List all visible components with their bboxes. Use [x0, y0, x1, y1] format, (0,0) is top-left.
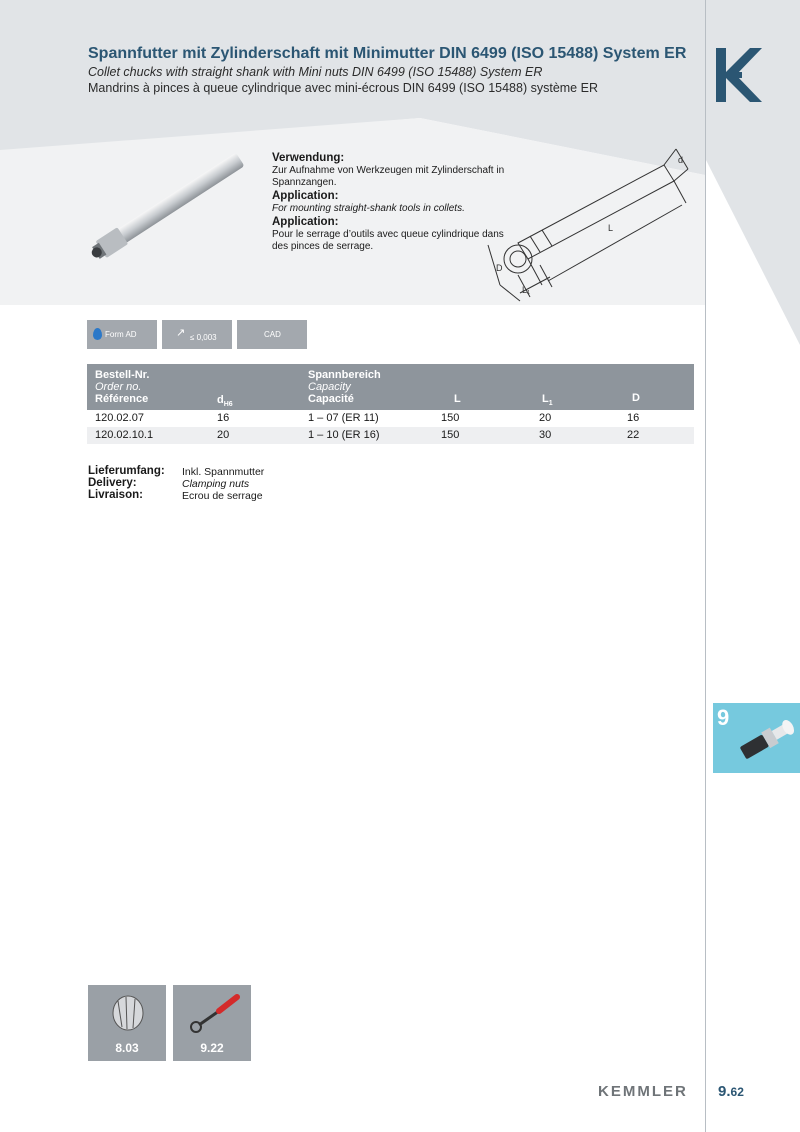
header-d: $d_{H6}$ — [217, 394, 233, 409]
title-french: Mandrins à pinces à queue cylindrique avec mini-écrous DIN 6499 (ISO 15488) système ER — [88, 81, 598, 95]
technical-drawing — [478, 135, 704, 315]
cell-capacity: 1 – 07 (ER 11) — [308, 412, 379, 424]
delivery-value-de: Inkl. Spannmutter — [182, 466, 265, 478]
cell-d: 20 — [217, 429, 230, 441]
page-number-sub: 62 — [730, 1085, 744, 1099]
delivery-label-de: Lieferumfang: — [88, 465, 165, 477]
page-number: 9.62 — [718, 1083, 744, 1100]
header-order-de: Bestell-Nr. — [95, 369, 150, 381]
cell-L1: 30 — [539, 429, 552, 441]
runout-box — [162, 320, 232, 349]
cell-capacity: 1 – 10 (ER 16) — [308, 429, 380, 441]
header-L1-subscript: 1 — [548, 400, 553, 408]
form-ad-label: Form AD — [105, 330, 137, 339]
dim-label-L1: L₁ — [522, 285, 531, 295]
kemmler-k-logo-icon — [716, 48, 762, 102]
cell-D: 22 — [627, 429, 640, 441]
usage-label-de: Verwendung: — [272, 152, 345, 164]
usage-label-en: Application: — [272, 190, 339, 202]
product-table — [87, 364, 694, 444]
table-row — [87, 427, 694, 444]
runout-arrow-icon: ↗ — [176, 327, 186, 339]
header-capacity-fr: Capacité — [308, 393, 354, 405]
delivery-value-en: Clamping nuts — [182, 478, 250, 490]
coolant-drop-icon — [93, 328, 102, 340]
cell-L1: 20 — [539, 412, 552, 424]
title-german: Spannfutter mit Zylinderschaft mit Minimutter DIN 6499 (ISO 15488) System ER — [88, 45, 687, 62]
delivery-label-fr: Livraison: — [88, 489, 143, 501]
usage-text-en: For mounting straight-shank tools in collets. — [272, 203, 465, 214]
cell-d: 16 — [217, 412, 230, 424]
runout-value: ≤ 0,003 — [190, 333, 217, 342]
header-capacity-de: Spannbereich — [308, 369, 381, 381]
section-tab[interactable] — [713, 703, 800, 773]
reference-thumbnail[interactable] — [88, 985, 166, 1061]
title-english: Collet chucks with straight shank with Mini nuts DIN 6499 (ISO 15488) System ER — [88, 65, 543, 79]
usage-label-fr: Application: — [272, 216, 339, 228]
brand-name: KEMMLER — [598, 1083, 688, 1100]
header-order-en: Order no. — [95, 381, 142, 393]
collet-chuck-photo — [84, 148, 266, 260]
usage-text-fr: Pour le serrage d’outils avec queue cylindrique dans des pinces de serrage. — [272, 229, 504, 252]
cell-L: 150 — [441, 429, 460, 441]
cell-L: 150 — [441, 412, 460, 424]
cell-order: 120.02.07 — [95, 412, 144, 424]
header-D: D — [632, 392, 640, 404]
dim-label-d: d — [678, 155, 684, 165]
reference-thumbnail[interactable] — [173, 985, 251, 1061]
page-header — [88, 44, 698, 97]
page-divider — [705, 0, 706, 1132]
form-ad-box — [87, 320, 157, 349]
cell-D: 16 — [627, 412, 640, 424]
header-order-fr: Référence — [95, 393, 149, 405]
header-capacity-en: Capacity — [308, 381, 351, 393]
cad-button[interactable] — [237, 320, 307, 349]
table-header — [87, 364, 694, 410]
section-number: 9 — [717, 705, 730, 730]
pull-stud-icon — [733, 711, 799, 767]
usage-text-de: Zur Aufnahme von Werkzeugen mit Zylinderschaft in Spannzangen. — [272, 165, 505, 188]
cell-order: 120.02.10.1 — [95, 429, 154, 441]
header-d-subscript: H6 — [223, 401, 233, 409]
header-L: L — [454, 393, 461, 405]
reference-label: 8.03 — [115, 1041, 139, 1055]
table-row — [87, 410, 694, 427]
collet-icon — [108, 993, 148, 1033]
delivery-label-en: Delivery: — [88, 477, 137, 489]
dim-label-D: D — [496, 263, 503, 273]
wrench-icon — [185, 991, 241, 1035]
cad-label: CAD — [264, 330, 281, 339]
dim-label-L: L — [608, 223, 614, 233]
reference-label: 9.22 — [200, 1041, 224, 1055]
delivery-value-fr: Ecrou de serrage — [182, 490, 263, 502]
header-L1: $L_1$ — [542, 393, 553, 408]
